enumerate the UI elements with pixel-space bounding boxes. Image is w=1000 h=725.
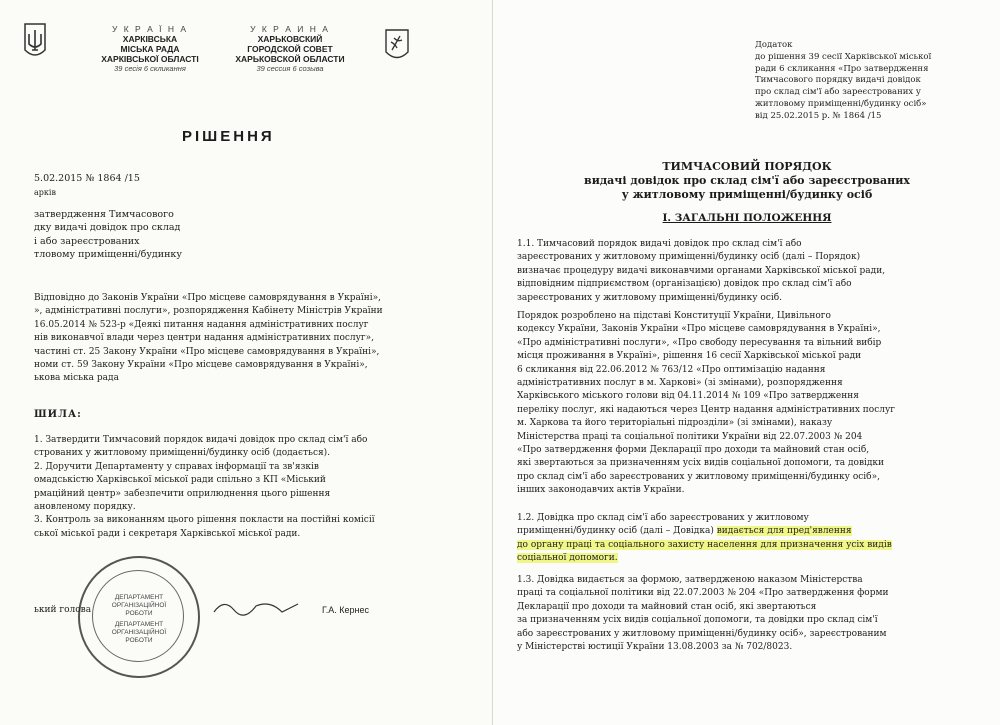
- ua-line2: МІСЬКА РАДА: [120, 44, 180, 54]
- paragraph-1-3: 1.3. Довідка видається за формою, затвердженою наказом Міністерства праці та соціальної політики від 22.07.2003 № 204 «Про затвердження форми Декларації про доходи та майновий стан осіб, які звертаються за призначенням усіх видів соціальної допомоги, та довідки про склад сім'ї або зареєстрованих у житловому приміщенні/будинку осіб», зареєстрованим у Міністерстві юстиції України 13.08.2003 за № 702/8023.: [517, 575, 889, 653]
- annex-header: Додаток до рішення 39 сесії Харківської міської ради 6 скликання «Про затвердження Тимчасового порядку видачі довідок про склад сім'ї або зареєстрованих у житловому приміщенні/будинку осіб» від 25.02.2015 р. № 1864 /15: [755, 40, 932, 121]
- paragraph-legal-basis: Порядок розроблено на підставі Конституції України, Цивільного кодексу України, Законів України «Про місцеве самоврядування в Україні», «Про адміністративні послуги», «Про свободу пересування та вільний вибір місця проживання в Україні», рішення 16 сесії Харківської міської ради 6 скликання від 22.06.2012 № 763/12 «Про оптимізацію надання адміністративних послуг в м. Харкові» (зі змінами), розпорядження Харківського міського голови від 04.11.2014 № 109 «Про затвердження переліку послуг, які надаються через Центр надання адміністративних послуг м. Харкова та його територіальні підрозділи» (зі змінами), наказу Міністерства праці та соціальної політики України від 22.07.2003 № 204 «Про затвердження форми Декларації про доходи та майновий стан осіб, які звертаються за призначенням усіх видів соціальної допомоги, та довідки про склад сім'ї або зареєстрованих у житловому приміщенні/будинку осіб», інших законодавчих актів України.: [517, 311, 895, 496]
- decision-date-number: 5.02.2015 № 1864 /15: [34, 173, 140, 184]
- ua-council-header: [70, 24, 230, 74]
- ru-line3: ХАРЬКОВСКОЙ ОБЛАСТИ: [235, 54, 345, 64]
- signatory-title: ький голова: [34, 605, 92, 615]
- ua-line1: ХАРКІВСЬКА: [122, 34, 178, 44]
- trident-emblem-icon: [22, 22, 48, 62]
- ua-line3: ХАРКІВСЬКОЇ ОБЛАСТІ: [101, 54, 199, 64]
- right-page: [492, 0, 1000, 725]
- left-page: [0, 0, 492, 725]
- signature-scribble: [212, 596, 302, 622]
- decision-preamble: Відповідно до Законів України «Про місцеве самоврядування в Україні», », адміністративні послуги», розпорядження Кабінету Міністрів України 16.05.2014 № 523-р «Деякі питання надання адміністративних послуг нів виконавчої влади через центри надання адміністративних послуг», частині ст. 25 Закону України «Про місцеве самоврядування в Україні», номи ст. 59 Закону України «Про місцеве самоврядування в Україні», ькова міська рада: [34, 293, 383, 384]
- decided-heading: ШИЛА:: [34, 409, 82, 420]
- highlighted-text: до органу праці та соціального захисту населення для призначення усіх видів: [517, 539, 892, 550]
- ru-line1: ХАРЬКОВСКИЙ: [257, 34, 323, 44]
- decision-items: 1. Затвердити Тимчасовий порядок видачі довідок про склад сім'ї або строваних у житловому приміщенні/будинку осіб (додається). 2. Доручити Департаменту у справах інформації та зв'язків омадськістю Харківської міської ради спільно з КП «Міський рмаційний центр» забезпечити оприлюднення цього рішення ановленому порядку. 3. Контроль за виконанням цього рішення покласти на постійні комісії ської міської ради і секретаря Харківської міської ради.: [34, 435, 375, 539]
- decision-title: РІШЕННЯ: [182, 128, 275, 145]
- paragraph-1-1: 1.1. Тимчасовий порядок видачі довідок про склад сім'ї або зареєстрованих у житловому приміщенні/будинку осіб (далі – Порядок) визначає процедуру видачі виконавчими органами Харківської міської ради, відповідним підприємством (організацією) довідок про склад сім'ї або зареєстрованих у житловому приміщенні/будинку осіб.: [517, 239, 886, 303]
- highlighted-text: видається для пред'явлення: [716, 526, 852, 537]
- ru-line2: ГОРОДСКОЙ СОВЕТ: [247, 44, 333, 54]
- highlighted-text: соціальної допомоги.: [517, 553, 618, 564]
- decision-place: арків: [34, 188, 56, 197]
- official-stamp: ДЕПАРТАМЕНТ ОРГАНІЗАЦІЙНОЇ РОБОТИ ДЕПАРТАМЕНТ ОРГАНІЗАЦІЙНОЇ РОБОТИ: [78, 556, 200, 678]
- order-title: ТИМЧАСОВИЙ ПОРЯДОК видачі довідок про склад сім'ї або зареєстрованих у житловому приміщенні/будинку осіб: [584, 160, 910, 201]
- city-coat-of-arms-icon: [384, 28, 410, 64]
- ru-council-header: [230, 24, 350, 74]
- ua-country: У К Р А Ї Н А: [111, 24, 189, 34]
- section-general-provisions: І. ЗАГАЛЬНІ ПОЛОЖЕННЯ: [662, 212, 832, 224]
- signatory-name: Г.А. Кернес: [322, 605, 370, 615]
- decision-subject: затвердження Тимчасового дку видачі довідок про склад і або зареєстрованих тловому приміщенні/будинку: [34, 209, 182, 261]
- ru-country: У К Р А И Н А: [250, 24, 330, 34]
- ua-session: 39 сесія 6 скликання: [114, 64, 186, 73]
- ru-session: 39 сессия 6 созыва: [256, 64, 324, 73]
- paragraph-1-2: 1.2. Довідка про склад сім'ї або зареєстрованих у житловому приміщенні/будинку осіб (далі – Довідка) видається для пред'явлення до органу праці та соціального захисту населення для призначення усіх видів соціальної допомоги.: [517, 513, 892, 564]
